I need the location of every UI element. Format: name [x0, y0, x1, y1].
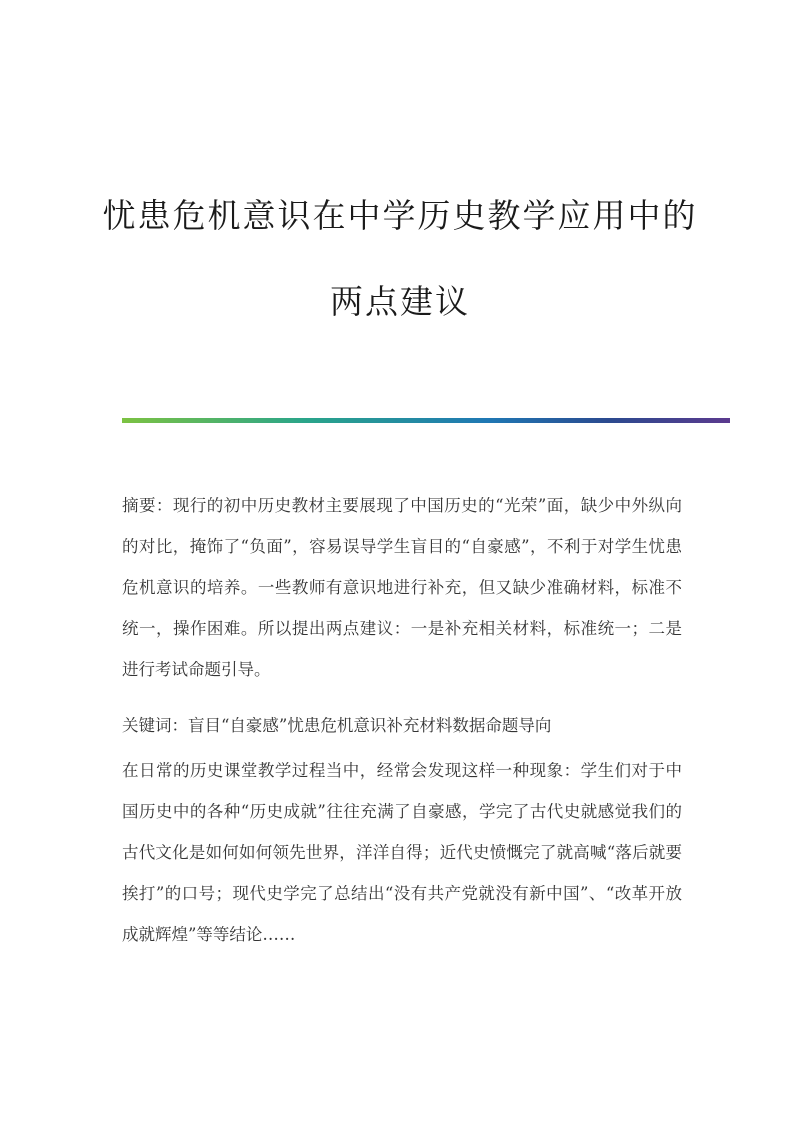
keywords-text: 盲目“自豪感”忧患危机意识补充材料数据命题导向	[188, 716, 552, 735]
document-title-line-1: 忧患危机意识在中学历史教学应用中的	[102, 196, 698, 235]
abstract-text: 现行的初中历史教材主要展现了中国历史的“光荣”面，缺少中外纵向的对比，掩饰了“负面”，容易误导学生盲目的“自豪感”，不利于对学生忧患危机意识的培养。一些教师有意识地进行补充，但又缺少准确材料，标准不统一，操作困难。所以提出两点建议：一是补充相关材料，标准统一；二是进行考试命题引导。	[122, 496, 682, 679]
abstract-paragraph	[122, 485, 682, 690]
document-title-line-2: 两点建议	[330, 282, 470, 321]
abstract-label: 摘要：	[122, 496, 173, 515]
keywords-label: 关键词：	[122, 716, 188, 735]
gradient-divider	[122, 418, 730, 423]
body-paragraph: 在日常的历史课堂教学过程当中，经常会发现这样一种现象：学生们对于中国历史中的各种“历史成就”往往充满了自豪感，学完了古代史就感觉我们的古代文化是如何如何领先世界，洋洋自得；近代史愤慨完了就高喊“落后就要挨打”的口号；现代史学完了总结出“没有共产党就没有新中国”、“改革开放成就辉煌”等等结论……	[122, 761, 682, 944]
keywords-paragraph	[122, 705, 682, 746]
